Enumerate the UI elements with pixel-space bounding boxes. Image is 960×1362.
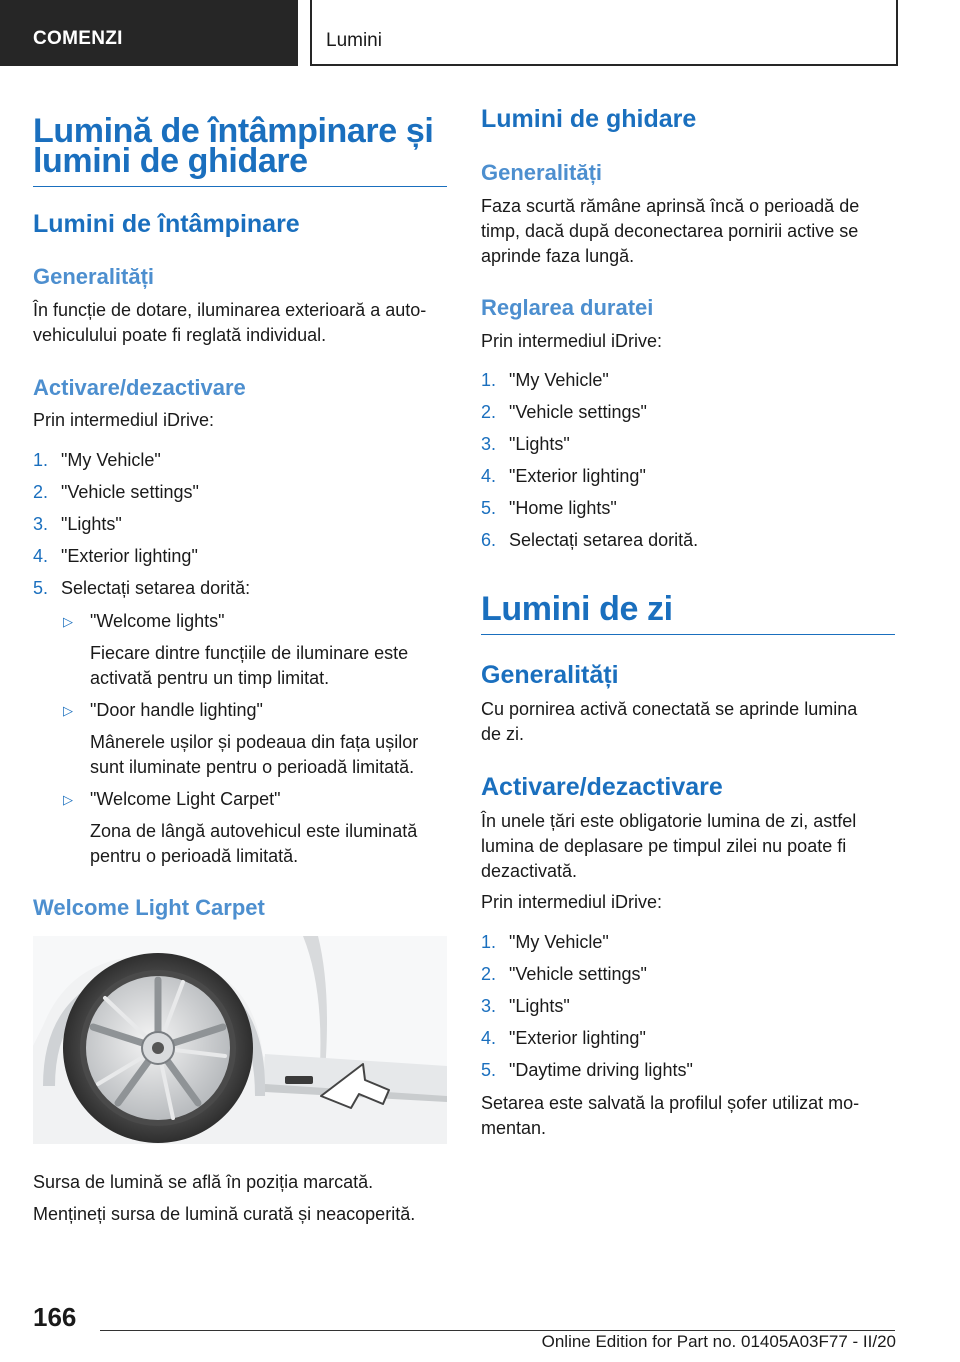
caption-line2: Mențineți sursa de lumină curată și neacoperită. <box>33 1204 416 1224</box>
guide-text-line2: timp, dacă după deconectarea pornirii active se <box>481 221 859 241</box>
heading-welcome-light-carpet: Welcome Light Carpet <box>33 895 265 920</box>
car-wheel-illustration <box>33 936 447 1144</box>
page-number: 166 <box>33 1302 77 1332</box>
list-number: 1. <box>481 370 497 390</box>
heading-activation: Activare/dezactivare <box>33 375 246 400</box>
list-text: "Vehicle settings" <box>509 964 647 984</box>
list-number: 3. <box>33 514 49 534</box>
list-text: "Lights" <box>61 514 122 534</box>
list-number: 2. <box>33 482 49 502</box>
heading-day-activation: Activare/dezactivare <box>481 773 723 801</box>
caption-line1: Sursa de lumină se află în poziția marcată. <box>33 1172 374 1192</box>
option-label: "Welcome lights" <box>90 611 225 631</box>
saved-note-line2: mentan. <box>481 1118 547 1138</box>
triangle-bullet-icon: ▷ <box>63 792 73 807</box>
list-number: 6. <box>481 530 497 550</box>
heading-general: Generalități <box>33 264 155 289</box>
saved-note-line1: Setarea este salvată la profilul șofer utilizat mo‐ <box>481 1093 860 1113</box>
option-desc-line2: activată pentru un timp limitat. <box>90 668 330 688</box>
guide-text-line3: aprinde faza lungă. <box>481 246 635 266</box>
general-text-line2: vehiculului poate fi reglată individual. <box>33 325 327 345</box>
chapter-label: Lumini <box>326 30 382 51</box>
page-title-line1: Lumină de întâmpinare și <box>33 112 434 150</box>
heading-general: Generalități <box>481 160 603 185</box>
option-desc-line2: sunt iluminate pentru o perioadă limitată. <box>90 757 415 777</box>
option-desc-line1: Zona de lângă autovehicul este iluminată <box>90 821 418 841</box>
list-text: "My Vehicle" <box>509 932 609 952</box>
idrive-intro: Prin intermediul iDrive: <box>481 892 663 912</box>
section-label: COMENZI <box>33 28 123 49</box>
list-number: 2. <box>481 964 497 984</box>
guide-text-line1: Faza scurtă rămâne aprinsă încă o perioadă de <box>481 196 860 216</box>
list-number: 5. <box>481 1060 497 1080</box>
edition-note: Online Edition for Part no. 01405A03F77 - II/20 <box>541 1332 896 1351</box>
list-text: "My Vehicle" <box>509 370 609 390</box>
heading-day-general: Generalități <box>481 661 619 689</box>
option-label: "Welcome Light Carpet" <box>90 789 281 809</box>
list-text: "Exterior lighting" <box>509 466 646 486</box>
idrive-intro: Prin intermediul iDrive: <box>33 410 215 430</box>
heading-duration: Reglarea duratei <box>481 295 654 320</box>
list-text: "Exterior lighting" <box>509 1028 646 1048</box>
day-general-line1: Cu pornirea activă conectată se aprinde lumina <box>481 699 858 719</box>
option-desc-line1: Mânerele ușilor și podeaua din fața ușilor <box>90 732 419 752</box>
list-text: "Daytime driving lights" <box>509 1060 693 1080</box>
day-activation-line1: În unele țări este obligatorie lumina de zi, astfel <box>481 811 857 831</box>
list-text: "Vehicle settings" <box>509 402 647 422</box>
option-label: "Door handle lighting" <box>90 700 263 720</box>
list-number: 3. <box>481 996 497 1016</box>
list-number: 5. <box>481 498 497 518</box>
list-text: "Home lights" <box>509 498 617 518</box>
list-text: "Lights" <box>509 434 570 454</box>
section-tab <box>0 0 298 66</box>
triangle-bullet-icon: ▷ <box>63 614 73 629</box>
day-general-line2: de zi. <box>481 724 525 744</box>
triangle-bullet-icon: ▷ <box>63 703 73 718</box>
heading-welcome-lights: Lumini de întâmpinare <box>33 210 300 238</box>
option-desc-line2: pentru o perioadă limitată. <box>90 846 299 866</box>
day-activation-line3: dezactivată. <box>481 861 578 881</box>
list-number: 4. <box>481 466 497 486</box>
list-text: Selectați setarea dorită. <box>509 530 699 550</box>
idrive-intro: Prin intermediul iDrive: <box>481 331 663 351</box>
list-text: "Vehicle settings" <box>61 482 199 502</box>
list-number: 1. <box>33 450 49 470</box>
day-activation-line2: lumina de deplasare pe timpul zilei nu poate fi <box>481 836 847 856</box>
list-text: Selectați setarea dorită: <box>61 578 251 598</box>
heading-daytime-lights: Lumini de zi <box>481 588 895 635</box>
page-title-line2: lumini de ghidare <box>33 140 447 187</box>
list-number: 1. <box>481 932 497 952</box>
heading-guide-lights: Lumini de ghidare <box>481 105 697 133</box>
list-text: "My Vehicle" <box>61 450 161 470</box>
list-number: 5. <box>33 578 49 598</box>
list-text: "Exterior lighting" <box>61 546 198 566</box>
list-text: "Lights" <box>509 996 570 1016</box>
list-number: 4. <box>481 1028 497 1048</box>
general-text-line1: În funcție de dotare, iluminarea exterioară a auto‐ <box>33 300 427 320</box>
chapter-tab <box>310 0 898 66</box>
footer-divider <box>100 1330 895 1331</box>
list-number: 3. <box>481 434 497 454</box>
list-number: 4. <box>33 546 49 566</box>
option-desc-line1: Fiecare dintre funcțiile de iluminare este <box>90 643 409 663</box>
list-number: 2. <box>481 402 497 422</box>
